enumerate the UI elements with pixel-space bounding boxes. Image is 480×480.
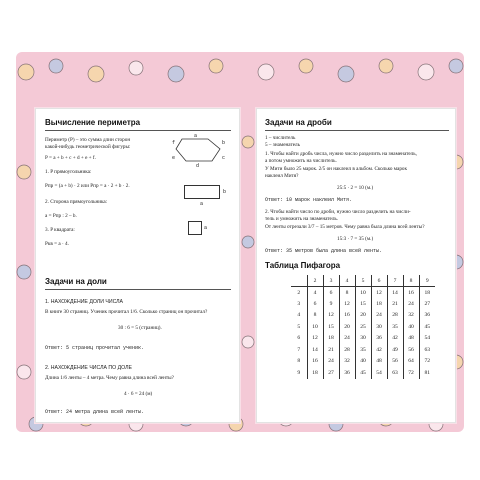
perimeter-line: 3. P квадрата: (45, 227, 75, 233)
table-cell: 30 (371, 321, 387, 333)
table-cell: 32 (339, 356, 355, 368)
table-cell: 8 (403, 275, 419, 287)
table-cell: 49 (387, 344, 403, 356)
table-cell: 16 (307, 356, 323, 368)
fractions-text: 2. Чтобы найти число по дроби, нужно число разделить на числи- (265, 209, 411, 215)
table-cell: 36 (424, 312, 431, 319)
table-cell: 4 (307, 287, 323, 299)
perimeter-line: 2. Сторона прямоугольника: (45, 199, 108, 205)
table-cell: 4 (339, 275, 355, 287)
table-cell: 6 (323, 287, 339, 299)
table-cell: 25 (355, 321, 371, 333)
perimeter-line: какой-нибудь геометрической фигуры: (45, 144, 131, 150)
table-cell: 21 (323, 344, 339, 356)
fractions-calc: 25:5 · 2 = 10 (м.) (337, 185, 374, 191)
table-cell: 36 (371, 333, 387, 345)
table-cell: 8 (291, 356, 307, 368)
rect-label: b (223, 189, 227, 195)
table-cell: 14 (387, 287, 403, 299)
table-row (291, 287, 435, 299)
perimeter-title: Вычисление периметра (45, 118, 141, 127)
table-cell (291, 275, 307, 287)
table-cell: 8 (339, 287, 355, 299)
shape-label: a (194, 133, 198, 139)
table-cell: 48 (371, 356, 387, 368)
table-cell: 16 (403, 287, 419, 299)
table-cell: 14 (307, 344, 323, 356)
table-cell: 63 (387, 367, 403, 379)
square-figure (188, 221, 202, 235)
table-header-row (291, 275, 435, 287)
fraction-legend: 5 – знаменатель (265, 142, 300, 148)
table-cell: 15 (355, 298, 371, 310)
parts-heading: 1. НАХОЖДЕНИЕ ДОЛИ ЧИСЛА (45, 299, 124, 305)
parts-title: Задачи на доли (45, 277, 107, 286)
table-cell: 2 (307, 275, 323, 287)
pythagoras-title: Таблица Пифагора (265, 261, 341, 270)
square-label: a (204, 225, 208, 231)
table-cell: 64 (403, 356, 419, 368)
fractions-text: 1. Чтобы найти дробь числа, нужно число разделить на знаменатель, (265, 151, 417, 157)
table-cell: 35 (355, 344, 371, 356)
table-cell: 4 (291, 310, 307, 322)
table-cell: 54 (371, 367, 387, 379)
table-cell: 9 (323, 298, 339, 310)
table-cell: 28 (387, 310, 403, 322)
table-cell: 27 (323, 367, 339, 379)
table-cell: 32 (403, 310, 419, 322)
table-cell: 18 (323, 333, 339, 345)
table-cell: 6 (291, 333, 307, 345)
fractions-calc: 15:3 · 7 = 35 (м.) (337, 236, 374, 242)
fractions-answer: Ответ: 35 метров была длина всей ленты. (265, 248, 383, 254)
table-cell: 5 (355, 275, 371, 287)
table-row (291, 298, 435, 310)
table-cell: 12 (323, 310, 339, 322)
parts-calc: 4 · 6 = 24 (м) (124, 391, 153, 397)
fractions-text: От ленты отрезали 3/7 – 15 метров. Чему равна была длина всей ленты? (265, 224, 425, 230)
parts-heading: 2. НАХОЖДЕНИЕ ЧИСЛА ПО ДОЛЕ (45, 365, 132, 371)
table-cell: 6 (371, 275, 387, 287)
table-cell: 18 (371, 298, 387, 310)
hexagon-figure (174, 135, 226, 165)
table-cell: 7 (291, 344, 307, 356)
parts-task: Длина 1/6 ленты – 4 метра. Чему равна длина всей ленты? (45, 375, 174, 381)
table-cell: 3 (291, 298, 307, 310)
table-cell: 81 (424, 369, 431, 376)
table-cell: 56 (387, 356, 403, 368)
divider (265, 130, 449, 131)
table-cell: 56 (403, 344, 419, 356)
table-cell: 28 (339, 344, 355, 356)
table-cell: 2 (291, 287, 307, 299)
table-cell: 21 (387, 298, 403, 310)
table-row (291, 356, 435, 368)
fractions-text: наклеил Митя? (265, 173, 299, 179)
table-cell: 40 (355, 356, 371, 368)
table-cell: 35 (387, 321, 403, 333)
table-cell: 9 (419, 275, 435, 287)
left-page (35, 108, 240, 423)
table-cell: 18 (424, 289, 431, 296)
table-cell: 45 (424, 323, 431, 330)
table-cell: 27 (424, 300, 431, 307)
table-cell: 24 (339, 333, 355, 345)
parts-answer: Ответ: 5 страниц прочитал ученик. (45, 345, 145, 351)
shape-label: f (172, 140, 176, 146)
table-cell: 12 (339, 298, 355, 310)
perimeter-line: Периметр (P) – это сумма длин сторон (45, 137, 131, 143)
table-cell: 54 (424, 335, 431, 342)
table-cell: 3 (323, 275, 339, 287)
table-cell: 8 (307, 310, 323, 322)
rectangle-figure (184, 185, 220, 199)
table-cell: 42 (371, 344, 387, 356)
table-cell: 9 (291, 367, 307, 379)
table-cell: 63 (424, 346, 431, 353)
perimeter-formula: a = Pпр : 2 – b. (45, 213, 77, 219)
right-page (256, 108, 456, 423)
fractions-text: У Мити было 25 марок. 2/5 он наклеил в альбом. Сколько марок (265, 166, 408, 172)
table-cell: 30 (355, 333, 371, 345)
table-cell: 36 (339, 367, 355, 379)
table-cell: 12 (371, 287, 387, 299)
table-cell: 12 (307, 333, 323, 345)
table-cell: 15 (323, 321, 339, 333)
table-cell: 18 (307, 367, 323, 379)
pythagoras-table (291, 275, 435, 379)
table-row (291, 367, 435, 379)
parts-calc: 30 : 6 = 5 (страниц). (118, 325, 162, 331)
divider (45, 289, 231, 290)
fractions-text: тель и умножить на знаменатель. (265, 216, 339, 222)
parts-answer: Ответ: 24 метра длина всей ленты. (45, 409, 145, 415)
table-cell: 10 (307, 321, 323, 333)
table-row (291, 333, 435, 345)
parts-task: В книге 30 страниц. Ученик прочитал 1/6. Сколько страниц он прочитал? (45, 309, 208, 315)
table-cell: 10 (355, 287, 371, 299)
table-cell: 45 (355, 367, 371, 379)
table-cell: 5 (291, 321, 307, 333)
fractions-answer: Ответ: 10 марок наклеил Митя. (265, 197, 353, 203)
fractions-text: а потом умножить на числитель. (265, 158, 337, 164)
table-cell: 72 (403, 367, 419, 379)
table-cell: 24 (403, 298, 419, 310)
rect-label: a (200, 201, 204, 207)
divider (45, 130, 231, 131)
table-cell: 7 (387, 275, 403, 287)
table-cell: 16 (339, 310, 355, 322)
perimeter-formula: Pпр = (a + b) · 2 или Pпр = a · 2 + b · 2. (45, 183, 130, 189)
table-cell: 24 (323, 356, 339, 368)
table-row (291, 344, 435, 356)
fractions-title: Задачи на дроби (265, 118, 332, 127)
table-cell: 6 (307, 298, 323, 310)
shape-label: c (222, 155, 226, 161)
table-row (291, 321, 435, 333)
shape-label: d (196, 163, 200, 169)
notebook-cover (16, 52, 464, 432)
table-cell: 20 (355, 310, 371, 322)
perimeter-line: 1. P прямоугольника: (45, 169, 92, 175)
table-row (291, 310, 435, 322)
fraction-legend: 1 – числитель (265, 135, 296, 141)
table-cell: 72 (424, 358, 431, 365)
table-cell: 48 (403, 333, 419, 345)
table-cell: 40 (403, 321, 419, 333)
shape-label: e (172, 155, 176, 161)
shape-label: b (222, 140, 226, 146)
perimeter-formula: Pкв = a · 4. (45, 241, 69, 247)
table-cell: 42 (387, 333, 403, 345)
perimeter-formula: P = a + b + c + d + e + f. (45, 155, 96, 161)
table-cell: 20 (339, 321, 355, 333)
table-cell: 24 (371, 310, 387, 322)
